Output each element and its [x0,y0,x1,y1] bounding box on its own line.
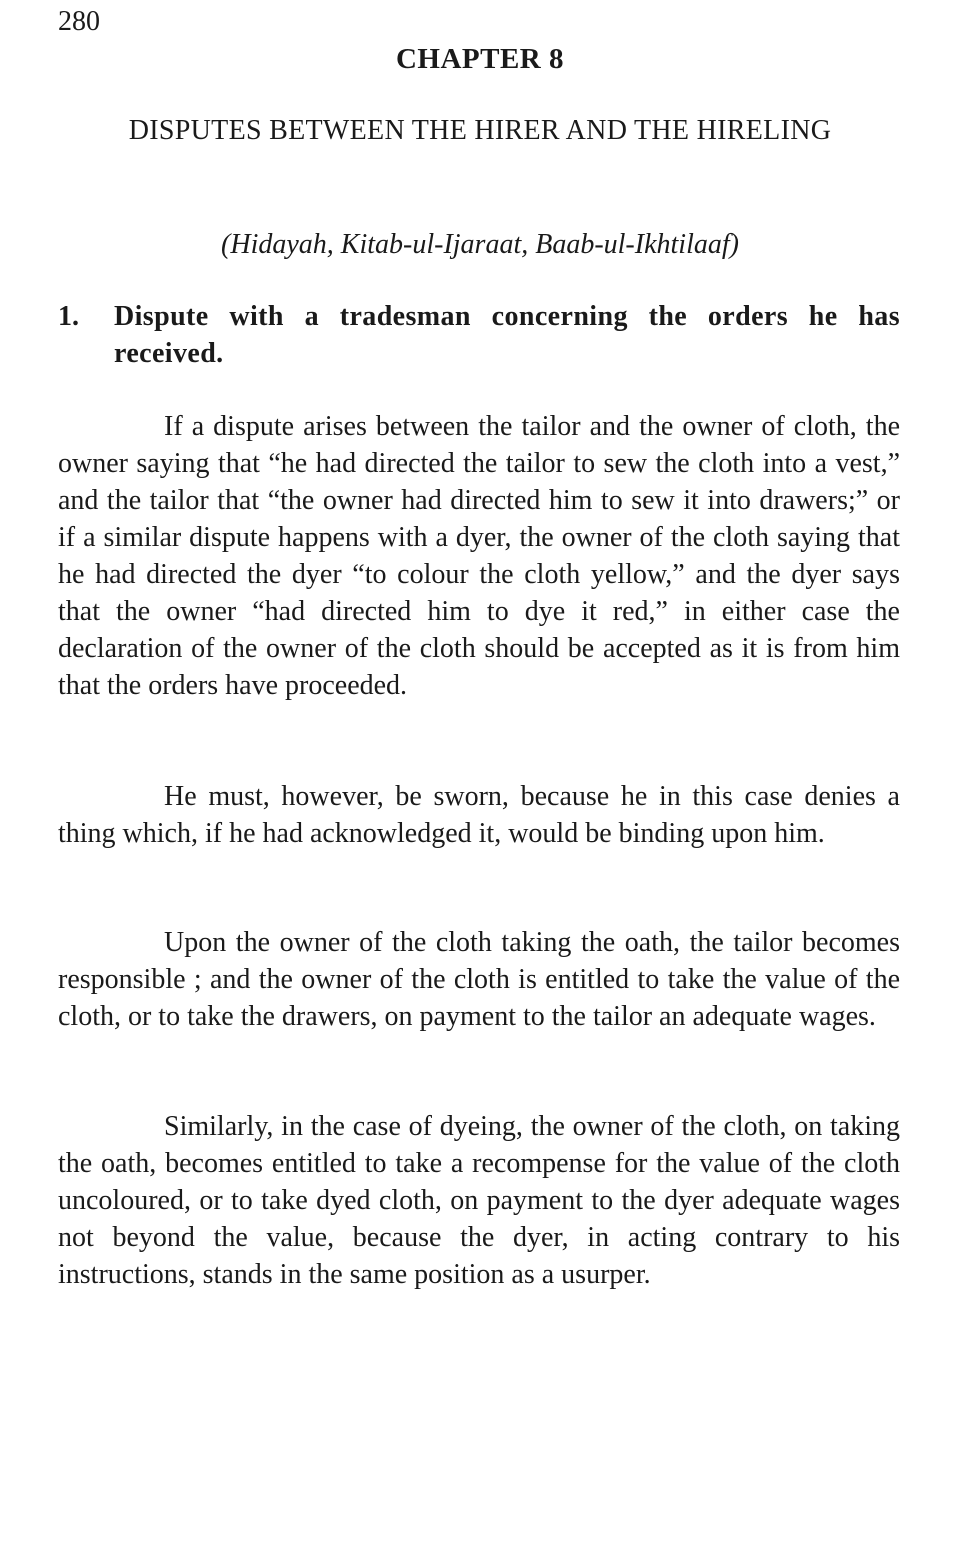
section-heading: Dispute with a tradesman concerning the orders he has received. [114,301,900,369]
body-paragraph: Upon the owner of the cloth taking the oath, the tailor becomes responsible ; and the owner of the cloth is entitled to take the value of the cloth, or to take the drawers, on payment to the tailor an adequate wages. [58,927,900,1032]
source-citation: (Hidayah, Kitab-ul-Ijaraat, Baab-ul-Ikhtilaaf) [221,229,739,260]
chapter-title: DISPUTES BETWEEN THE HIRER AND THE HIRELING [128,115,832,146]
section-number: 1. [58,301,79,332]
body-paragraph: He must, however, be sworn, because he in this case denies a thing which, if he had acknowledged it, would be binding upon him. [58,781,900,849]
body-paragraph: Similarly, in the case of dyeing, the owner of the cloth, on taking the oath, becomes entitled to take a recompense for the value of the cloth uncoloured, or to take dyed cloth, on payment to the dyer adequate wages not beyond the value, because the dyer, in acting contrary to his instructions, stands in the same position as a usurper. [58,1111,900,1290]
page-number: 280 [58,6,100,37]
body-paragraph: If a dispute arises between the tailor and the owner of cloth, the owner saying that “he had directed the tailor to sew the cloth into a vest,” and the tailor that “the owner had directed him to sew it into drawers;” or if a similar dispute happens with a dyer, the owner of the cloth saying that he had directed the dyer “to colour the cloth yellow,” and the dyer says that the owner “had directed him to dye it red,” in either case the declaration of the owner of the cloth should be accepted as it is from him that the orders have proceeded. [58,411,900,701]
section-heading-block [58,298,900,372]
chapter-label: CHAPTER 8 [395,43,565,75]
